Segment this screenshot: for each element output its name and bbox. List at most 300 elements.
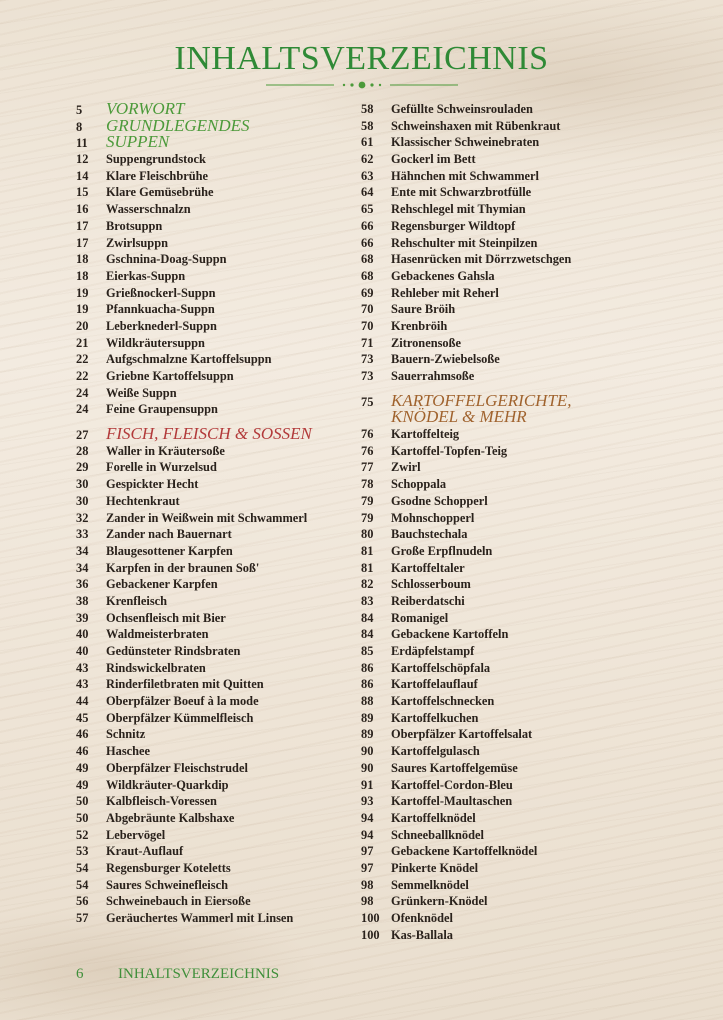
toc-entry xyxy=(76,476,346,493)
toc-page-number: 84 xyxy=(361,627,374,642)
toc-entry-title: Gebackene Kartoffeln xyxy=(391,627,509,642)
toc-entry-title: Semmelknödel xyxy=(391,877,469,892)
toc-entry xyxy=(76,351,346,368)
toc-entry xyxy=(76,726,346,743)
toc-entry xyxy=(361,576,661,593)
toc-page-number: 29 xyxy=(76,460,89,475)
toc-page-number: 50 xyxy=(76,794,89,809)
toc-entry-title: Kas-Ballala xyxy=(391,927,453,942)
toc-entry-title: Klare Fleischbrühe xyxy=(106,168,208,183)
toc-page-number: 93 xyxy=(361,794,374,809)
toc-page-number: 45 xyxy=(76,710,89,725)
toc-entry-title: Kartoffel-Maultaschen xyxy=(391,794,513,809)
toc-page-number: 49 xyxy=(76,760,89,775)
toc-entry xyxy=(76,443,346,460)
toc-entry-title: Schweinshaxen mit Rübenkraut xyxy=(391,118,561,133)
toc-entry xyxy=(361,910,661,927)
toc-page-number: 19 xyxy=(76,285,89,300)
toc-entry xyxy=(76,893,346,910)
toc-entry xyxy=(76,285,346,302)
toc-page-number: 89 xyxy=(361,710,374,725)
toc-entry-title: Kartoffel-Topfen-Teig xyxy=(391,443,508,458)
toc-entry-title: Klare Gemüsebrühe xyxy=(106,185,214,200)
toc-page-number: 62 xyxy=(361,152,374,167)
toc-page-number: 81 xyxy=(361,543,374,558)
toc-entry-title: Krenfleisch xyxy=(106,593,168,608)
toc-page-number: 40 xyxy=(76,627,89,642)
toc-entry-title: Forelle in Wurzelsud xyxy=(106,460,217,475)
toc-entry xyxy=(76,526,346,543)
toc-entry-title: Regensburger Wildtopf xyxy=(391,218,516,233)
toc-page-number: 30 xyxy=(76,477,89,492)
toc-page-number: 34 xyxy=(76,543,89,558)
toc-entry xyxy=(76,335,346,352)
toc-entry xyxy=(361,476,661,493)
toc-page-number: 54 xyxy=(76,877,89,892)
toc-entry-title: Karpfen in der braunen Soß' xyxy=(106,560,260,575)
toc-page-number: 52 xyxy=(76,827,89,842)
toc-entry-title: Schoppala xyxy=(391,477,447,492)
toc-page-number: 79 xyxy=(361,493,374,508)
toc-entry-title: Pinkerte Knödel xyxy=(391,860,479,875)
toc-entry xyxy=(361,777,661,794)
toc-entry-title: Saures Kartoffelgemüse xyxy=(391,760,518,775)
toc-page-number: 81 xyxy=(361,560,374,575)
toc-entry xyxy=(76,268,346,285)
toc-entry-title: Kartoffelgulasch xyxy=(391,744,480,759)
toc-entry-title: Kalbfleisch-Voressen xyxy=(106,794,217,809)
toc-entry-title: Große Erpflnudeln xyxy=(391,543,493,558)
toc-entry-title: Feine Graupensuppn xyxy=(106,402,218,417)
toc-entry-title: Waller in Kräutersoße xyxy=(106,443,225,458)
toc-page-number: 68 xyxy=(361,268,374,283)
toc-entry-title: Sauerrahmsoße xyxy=(391,369,475,383)
toc-page-number: 18 xyxy=(76,252,89,267)
toc-page-number: 19 xyxy=(76,302,89,317)
page-number: 6 xyxy=(76,966,84,982)
toc-entry-title: Gsodne Schopperl xyxy=(391,493,488,508)
toc-entry xyxy=(76,693,346,710)
toc-entry-title: Mohnschopperl xyxy=(391,510,475,525)
toc-entry xyxy=(76,777,346,794)
toc-page-number: 30 xyxy=(76,493,89,508)
toc-entry xyxy=(76,251,346,268)
toc-page-number: 64 xyxy=(361,185,374,200)
toc-entry-title: Blaugesottener Karpfen xyxy=(106,543,233,558)
toc-entry xyxy=(76,218,346,235)
toc-page-number: 43 xyxy=(76,660,89,675)
toc-entry-title: Rehleber mit Reherl xyxy=(391,285,499,300)
toc-entry-title: Bauern-Zwiebelsoße xyxy=(391,352,500,367)
toc-entry-title: Erdäpfelstampf xyxy=(391,644,475,658)
toc-section-heading xyxy=(361,409,661,426)
toc-page-number: 40 xyxy=(76,644,89,658)
toc-entry xyxy=(76,877,346,894)
toc-page-number: 85 xyxy=(361,644,374,658)
toc-page-number: 46 xyxy=(76,727,89,742)
toc-page-number: 63 xyxy=(361,168,374,183)
toc-entry xyxy=(361,827,661,844)
toc-page-number: 24 xyxy=(76,402,89,417)
footer-label: INHALTSVERZEICHNIS xyxy=(118,966,280,982)
toc-entry-title: Lebervögel xyxy=(106,827,166,842)
toc-entry-title: Abgebräunte Kalbshaxe xyxy=(106,810,235,825)
toc-page-number: 94 xyxy=(361,810,374,825)
toc-entry xyxy=(361,877,661,894)
toc-page-number: 58 xyxy=(361,118,374,133)
toc-entry xyxy=(76,459,346,476)
toc-entry-title: Regensburger Koteletts xyxy=(106,860,231,875)
toc-entry xyxy=(361,526,661,543)
toc-page-number: 71 xyxy=(361,335,374,350)
toc-entry xyxy=(361,860,661,877)
toc-page-number: 78 xyxy=(361,477,374,492)
toc-entry xyxy=(361,543,661,560)
toc-entry-title: Zander nach Bauernart xyxy=(106,527,232,542)
toc-entry-title: Bauchstechala xyxy=(391,527,468,542)
toc-entry xyxy=(76,543,346,560)
toc-entry-title: Kartoffelschnecken xyxy=(391,694,495,709)
toc-entry-title: Krenbröih xyxy=(391,318,448,333)
toc-entry xyxy=(76,626,346,643)
toc-entry xyxy=(76,676,346,693)
toc-page-number: 18 xyxy=(76,268,89,283)
toc-entry-title: Klassischer Schweinebraten xyxy=(391,135,540,150)
toc-entry xyxy=(76,593,346,610)
toc-entry xyxy=(76,168,346,185)
toc-page-number: 77 xyxy=(361,460,374,475)
toc-section-title: SUPPEN xyxy=(106,132,170,152)
toc-page-number: 56 xyxy=(76,894,89,909)
toc-entry xyxy=(361,643,661,660)
toc-page-number: 14 xyxy=(76,168,89,183)
toc-entry-title: Zander in Weißwein mit Schwammerl xyxy=(106,510,308,525)
toc-entry xyxy=(361,459,661,476)
toc-entry-title: Kartoffelschöpfala xyxy=(391,660,491,675)
toc-entry xyxy=(361,301,661,318)
toc-page-number: 90 xyxy=(361,744,374,759)
toc-page-number: 44 xyxy=(76,694,89,709)
toc-entry xyxy=(361,151,661,168)
toc-entry xyxy=(76,201,346,218)
toc-entry xyxy=(76,301,346,318)
toc-page-number: 12 xyxy=(76,152,89,167)
toc-entry-title: Rindswickelbraten xyxy=(106,660,206,675)
toc-entry-title: Leberknederl-Suppn xyxy=(106,318,217,333)
toc-section-title: GRUNDLEGENDES xyxy=(106,115,250,135)
toc-entry xyxy=(361,168,661,185)
toc-page-number: 84 xyxy=(361,610,374,625)
toc-entry xyxy=(76,710,346,727)
toc-page-number: 89 xyxy=(361,727,374,742)
toc-entry-title: Rehschlegel mit Thymian xyxy=(391,202,526,217)
toc-entry-title: Oberpfälzer Fleischstrudel xyxy=(106,760,248,775)
toc-page-number: 17 xyxy=(76,218,89,233)
toc-entry xyxy=(361,610,661,627)
toc-entry-title: Saure Bröih xyxy=(391,302,456,317)
toc-page-number: 61 xyxy=(361,135,374,150)
toc-entry-title: Kartoffel-Cordon-Bleu xyxy=(391,777,513,792)
toc-page-number: 73 xyxy=(361,369,374,383)
toc-page-number: 46 xyxy=(76,744,89,759)
toc-page-number: 17 xyxy=(76,235,89,250)
toc-entry xyxy=(361,426,661,443)
toc-entry xyxy=(361,660,661,677)
toc-entry xyxy=(76,401,346,418)
toc-entry xyxy=(361,368,661,385)
toc-page-number: 91 xyxy=(361,777,374,792)
toc-page-number: 83 xyxy=(361,593,374,608)
toc-entry xyxy=(76,810,346,827)
toc-entry xyxy=(361,593,661,610)
toc-entry xyxy=(361,893,661,910)
toc-page-number: 39 xyxy=(76,610,89,625)
toc-entry xyxy=(76,660,346,677)
toc-entry xyxy=(361,351,661,368)
toc-entry xyxy=(361,726,661,743)
toc-column-left xyxy=(76,101,346,927)
toc-page-number: 57 xyxy=(76,911,89,925)
toc-entry-title: Reiberdatschi xyxy=(391,593,465,608)
toc-section-title: VORWORT xyxy=(106,99,185,118)
toc-entry xyxy=(76,743,346,760)
divider-ornament xyxy=(262,78,462,92)
toc-entry xyxy=(361,760,661,777)
toc-entry xyxy=(76,793,346,810)
toc-entry-title: Hasenrücken mit Dörrzwetschgen xyxy=(391,252,572,267)
toc-entry-title: Aufgschmalzne Kartoffelsuppn xyxy=(106,352,272,367)
toc-entry xyxy=(76,385,346,402)
toc-entry-title: Kartoffeltaler xyxy=(391,560,465,575)
toc-entry-title: Geräuchertes Wammerl mit Linsen xyxy=(106,911,294,925)
toc-entry xyxy=(361,134,661,151)
toc-entry xyxy=(361,118,661,135)
toc-page-number: 36 xyxy=(76,577,89,592)
toc-entry-title: Wasserschnalzn xyxy=(106,202,191,217)
toc-page-number: 73 xyxy=(361,352,374,367)
toc-entry xyxy=(76,151,346,168)
toc-entry-title: Oberpfälzer Kümmelfleisch xyxy=(106,710,254,725)
toc-entry-title: Weiße Suppn xyxy=(106,385,177,400)
toc-page-number: 32 xyxy=(76,510,89,525)
toc-entry xyxy=(76,560,346,577)
toc-section-title: KNÖDEL & MEHR xyxy=(391,407,527,427)
toc-entry xyxy=(361,710,661,727)
toc-entry-title: Hähnchen mit Schwammerl xyxy=(391,168,539,183)
toc-page-number: 86 xyxy=(361,677,374,692)
toc-entry xyxy=(361,235,661,252)
toc-page-number: 97 xyxy=(361,860,374,875)
toc-entry xyxy=(76,235,346,252)
toc-entry xyxy=(76,510,346,527)
toc-page-number: 100 xyxy=(361,927,380,942)
toc-entry-title: Gedünsteter Rindsbraten xyxy=(106,644,241,658)
toc-entry xyxy=(76,610,346,627)
toc-entry xyxy=(361,335,661,352)
toc-page-number: 66 xyxy=(361,218,374,233)
toc-entry xyxy=(361,318,661,335)
toc-page-number: 8 xyxy=(76,119,83,134)
toc-entry-title: Romanigel xyxy=(391,610,449,625)
toc-entry-title: Wildkräutersuppn xyxy=(106,335,205,350)
toc-page-number: 82 xyxy=(361,577,374,592)
toc-entry xyxy=(361,743,661,760)
toc-page-number: 90 xyxy=(361,760,374,775)
toc-entry-title: Kraut-Auflauf xyxy=(106,844,184,859)
toc-entry xyxy=(76,827,346,844)
toc-entry xyxy=(76,910,346,927)
toc-entry-title: Kartoffelkuchen xyxy=(391,710,479,725)
toc-entry-title: Rinderfiletbraten mit Quitten xyxy=(106,677,264,692)
toc-page-number: 97 xyxy=(361,844,374,859)
toc-entry xyxy=(76,643,346,660)
toc-entry-title: Gebackene Kartoffelknödel xyxy=(391,844,538,859)
page-footer xyxy=(76,966,279,983)
toc-page-number: 98 xyxy=(361,894,374,909)
page-title: INHALTSVERZEICHNIS xyxy=(174,40,549,77)
toc-page-number: 58 xyxy=(361,102,374,116)
toc-entry-title: Grießnockerl-Suppn xyxy=(106,285,216,300)
toc-entry-title: Hechtenkraut xyxy=(106,493,180,508)
toc-entry-title: Gockerl im Bett xyxy=(391,152,476,167)
toc-entry xyxy=(76,860,346,877)
toc-page-number: 75 xyxy=(361,394,374,409)
toc-entry-title: Pfannkuacha-Suppn xyxy=(106,302,215,317)
toc-page-number: 66 xyxy=(361,235,374,250)
toc-entry-title: Schlosserboum xyxy=(391,577,471,592)
toc-page-number: 54 xyxy=(76,860,89,875)
toc-entry-title: Kartoffelknödel xyxy=(391,810,476,825)
toc-page-number: 49 xyxy=(76,777,89,792)
toc-entry-title: Schneeballknödel xyxy=(391,827,484,842)
toc-entry-title: Kartoffelauflauf xyxy=(391,677,478,692)
toc-page-number: 76 xyxy=(361,427,374,442)
toc-entry-title: Gefüllte Schweinsrouladen xyxy=(391,102,533,116)
toc-entry-title: Zitronensoße xyxy=(391,335,461,350)
toc-entry xyxy=(361,927,661,944)
toc-entry xyxy=(361,810,661,827)
toc-entry xyxy=(361,184,661,201)
toc-entry xyxy=(361,843,661,860)
toc-page-number: 21 xyxy=(76,335,89,350)
toc-section-title: FISCH, FLEISCH & SOSSEN xyxy=(106,424,312,444)
toc-page-number: 53 xyxy=(76,844,89,859)
toc-section-heading xyxy=(76,426,346,443)
toc-page-number: 70 xyxy=(361,302,374,317)
toc-entry xyxy=(361,560,661,577)
toc-page-number: 94 xyxy=(361,827,374,842)
toc-entry xyxy=(76,368,346,385)
toc-entry-title: Zwirlsuppn xyxy=(106,235,168,250)
toc-page-number: 28 xyxy=(76,443,89,458)
toc-entry-title: Oberpfälzer Kartoffelsalat xyxy=(391,727,533,742)
toc-entry-title: Oberpfälzer Boeuf à la mode xyxy=(106,694,259,709)
toc-entry xyxy=(361,101,661,118)
toc-page-number: 79 xyxy=(361,510,374,525)
toc-page-number: 15 xyxy=(76,185,89,200)
toc-page-number: 80 xyxy=(361,527,374,542)
toc-entry xyxy=(361,510,661,527)
toc-entry xyxy=(76,184,346,201)
toc-entry-title: Ofenknödel xyxy=(391,911,453,925)
toc-entry-title: Gschnina-Doag-Suppn xyxy=(106,252,227,267)
toc-entry-title: Wildkräuter-Quarkdip xyxy=(106,777,229,792)
toc-page-number: 24 xyxy=(76,385,89,400)
toc-page-number: 50 xyxy=(76,810,89,825)
toc-entry-title: Griebne Kartoffelsuppn xyxy=(106,369,234,383)
toc-page-number: 34 xyxy=(76,560,89,575)
toc-page-number: 20 xyxy=(76,318,89,333)
toc-entry xyxy=(361,268,661,285)
toc-entry-title: Gebackener Karpfen xyxy=(106,577,218,592)
toc-page-number: 70 xyxy=(361,318,374,333)
toc-entry-title: Eierkas-Suppn xyxy=(106,268,186,283)
toc-entry-title: Saures Schweinefleisch xyxy=(106,877,228,892)
toc-page-number: 86 xyxy=(361,660,374,675)
toc-column-right xyxy=(361,101,661,943)
toc-page-number: 16 xyxy=(76,202,89,217)
toc-entry xyxy=(361,676,661,693)
toc-entry xyxy=(361,793,661,810)
toc-entry-title: Schnitz xyxy=(106,727,146,742)
toc-entry xyxy=(361,626,661,643)
toc-page-number: 65 xyxy=(361,202,374,217)
toc-page-number: 33 xyxy=(76,527,89,542)
toc-entry xyxy=(76,843,346,860)
toc-entry xyxy=(361,693,661,710)
toc-page-number: 68 xyxy=(361,252,374,267)
toc-page-number: 22 xyxy=(76,369,89,383)
toc-entry-title: Haschee xyxy=(106,744,151,759)
toc-entry-title: Kartoffelteig xyxy=(391,427,460,442)
toc-entry xyxy=(361,493,661,510)
toc-entry xyxy=(361,251,661,268)
toc-entry-title: Gespickter Hecht xyxy=(106,477,199,492)
toc-page-number: 76 xyxy=(361,443,374,458)
toc-entry xyxy=(361,218,661,235)
toc-entry-title: Suppengrundstock xyxy=(106,152,206,167)
toc-page-number: 88 xyxy=(361,694,374,709)
toc-entry-title: Rehschulter mit Steinpilzen xyxy=(391,235,538,250)
toc-entry xyxy=(361,285,661,302)
toc-page-number: 69 xyxy=(361,285,374,300)
toc-entry-title: Ente mit Schwarzbrotfülle xyxy=(391,185,532,200)
toc-page-number: 11 xyxy=(76,136,88,151)
toc-entry xyxy=(76,576,346,593)
toc-page-number: 98 xyxy=(361,877,374,892)
toc-page-number: 43 xyxy=(76,677,89,692)
toc-entry-title: Schweinebauch in Eiersoße xyxy=(106,894,251,909)
toc-entry-title: Gebackenes Gahsla xyxy=(391,268,495,283)
toc-page-number: 100 xyxy=(361,911,380,925)
toc-section-heading xyxy=(76,134,346,151)
toc-entry xyxy=(361,443,661,460)
toc-entry xyxy=(76,760,346,777)
toc-page-number: 27 xyxy=(76,428,89,443)
toc-page-number: 38 xyxy=(76,593,89,608)
toc-entry-title: Grünkern-Knödel xyxy=(391,894,488,909)
toc-entry xyxy=(361,201,661,218)
toc-page-number: 22 xyxy=(76,352,89,367)
toc-entry xyxy=(76,493,346,510)
toc-entry-title: Zwirl xyxy=(391,460,421,475)
toc-entry-title: Waldmeisterbraten xyxy=(106,627,209,642)
toc-page-number: 5 xyxy=(76,103,83,117)
toc-entry-title: Ochsenfleisch mit Bier xyxy=(106,610,226,625)
toc-entry-title: Brotsuppn xyxy=(106,218,163,233)
toc-section-title: KARTOFFELGERICHTE, xyxy=(391,390,572,410)
toc-entry xyxy=(76,318,346,335)
